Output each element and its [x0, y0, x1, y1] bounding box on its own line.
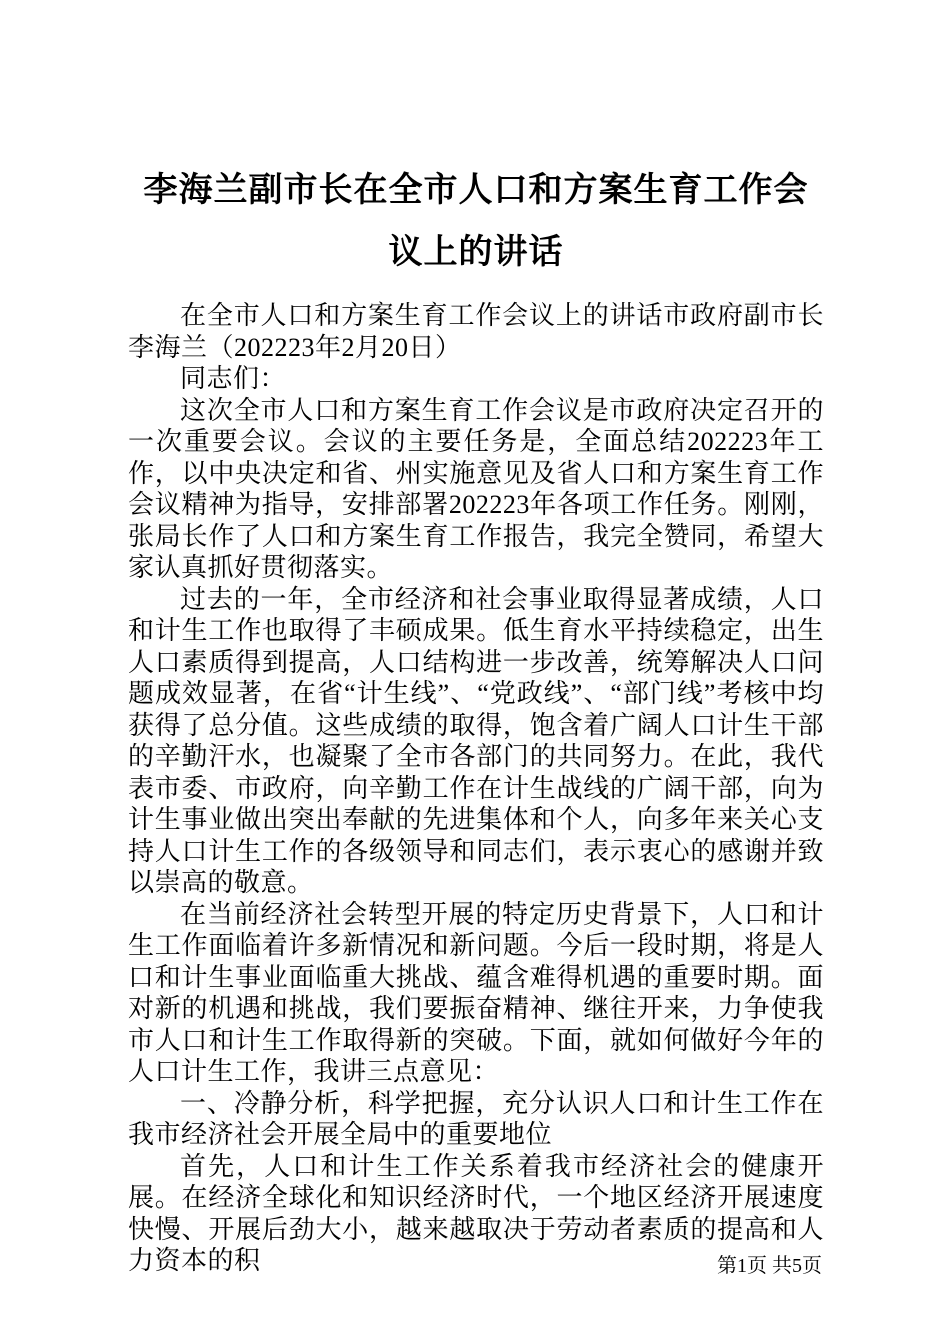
paragraph-outlook: 在当前经济社会转型开展的特定历史背景下，人口和计生工作面临着许多新情况和新问题。今后一段时期，将是人口和计生事业面临重大挑战、蕴含难得机遇的重要时期。面对新的机遇和挑战，我们要振奋精神、继往开来，力争使我市人口和计生工作取得新的突破。下面，就如何做好今年的人口计生工作，我讲三点意见：: [128, 899, 824, 1086]
paragraph-salutation: 同志们：: [180, 364, 287, 393]
paragraph-intro: 这次全市人口和方案生育工作会议是市政府决定召开的一次重要会议。会议的主要任务是，全面总结202223年工作，以中央决定和省、州实施意见及省人口和方案生育工作会议精神为指导，安排部署202223年各项工作任务。刚刚，张局长作了人口和方案生育工作报告，我完全赞同，希望大家认真抓好贯彻落实。: [128, 395, 824, 582]
page-footer: [717, 1254, 822, 1278]
paragraph-section-body: 首先，人口和计生工作关系着我市经济社会的健康开展。在经济全球化和知识经济时代，一个地区经济开展速度快慢、开展后劲大小，越来越取决于劳动者素质的提高和人力资本的积: [128, 1151, 824, 1275]
document-body: [128, 300, 824, 1277]
page-indicator: 第1页 共5页: [717, 1255, 822, 1277]
paragraph-section-heading: 一、冷静分析，科学把握，充分认识人口和计生工作在我市经济社会开展全局中的重要地位: [128, 1088, 824, 1149]
paragraph-speech-byline: 在全市人口和方案生育工作会议上的讲话市政府副市长李海兰（202223年2月20日）: [128, 301, 824, 362]
document-title: 李海兰副市长在全市人口和方案生育工作会议上的讲话: [143, 172, 809, 271]
document-content: [128, 160, 824, 1277]
paragraph-review: 过去的一年，全市经济和社会事业取得显著成绩，人口和计生工作也取得了丰硕成果。低生育水平持续稳定，出生人口素质得到提高，人口结构进一步改善，统筹解决人口问题成效显著，在省“计生线”、“党政线”、“部门线”考核中均获得了总分值。这些成绩的取得，饱含着广阔人口计生干部的辛勤汗水，也凝聚了全市各部门的共同努力。在此，我代表市委、市政府，向辛勤工作在计生战线的广阔干部，向为计生事业做出突出奉献的先进集体和个人，向多年来关心支持人口计生工作的各级领导和同志们，表示衷心的感谢并致以崇高的敬意。: [128, 584, 824, 897]
